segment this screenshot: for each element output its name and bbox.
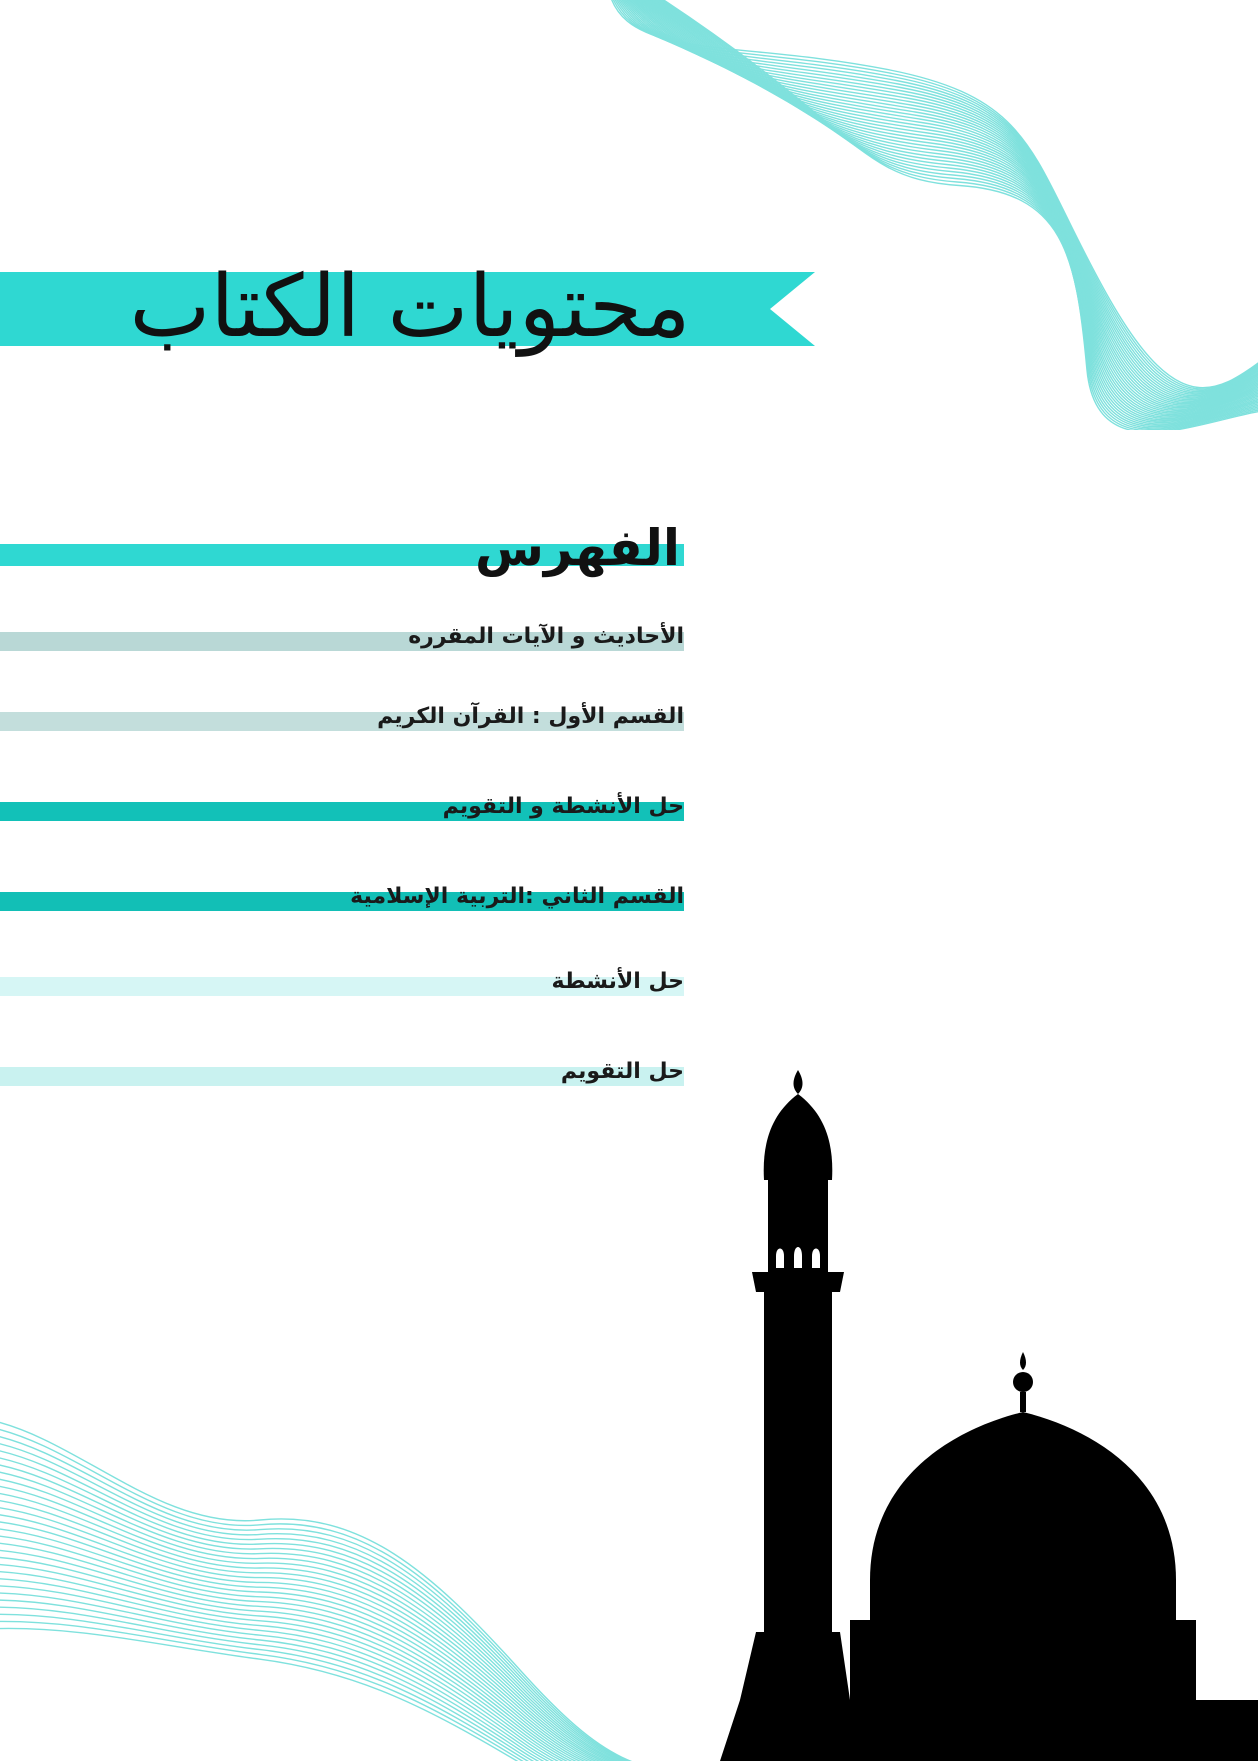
toc-entry bbox=[0, 612, 684, 662]
wave-line bbox=[0, 1600, 720, 1761]
wave-line bbox=[0, 1578, 720, 1761]
wave-line bbox=[0, 1521, 720, 1761]
toc-entry-label: حل الأنشطة و التقويم bbox=[442, 794, 684, 819]
wave-line bbox=[0, 1449, 720, 1761]
top-wave-decoration bbox=[590, 0, 1258, 430]
wave-line bbox=[0, 1485, 720, 1761]
toc-entry bbox=[0, 872, 684, 922]
wave-line bbox=[0, 1571, 720, 1761]
wave-line bbox=[0, 1628, 720, 1761]
wave-line bbox=[0, 1427, 720, 1761]
page-title: محتويات الكتاب bbox=[129, 257, 691, 357]
toc-entry bbox=[0, 782, 684, 832]
toc-entry-label: حل التقويم bbox=[560, 1059, 684, 1084]
toc-entry-label: حل الأنشطة bbox=[551, 969, 684, 994]
wave-line bbox=[0, 1506, 720, 1761]
wave-line bbox=[0, 1470, 720, 1761]
mosque-silhouette-icon bbox=[700, 1060, 1258, 1761]
toc-entry bbox=[0, 1047, 684, 1097]
wave-line bbox=[0, 1434, 720, 1761]
wave-line bbox=[0, 1420, 720, 1761]
toc-entry bbox=[0, 957, 684, 1007]
bottom-wave-decoration bbox=[0, 1410, 720, 1761]
toc-entry bbox=[0, 692, 684, 742]
wave-line bbox=[0, 1557, 720, 1761]
toc-entry-label: القسم الثاني :التربية الإسلامية bbox=[350, 884, 684, 909]
toc-entry-label: الأحاديث و الآيات المقرره bbox=[408, 624, 684, 649]
index-heading: الفهرس bbox=[474, 519, 680, 577]
toc-entry-label: القسم الأول : القرآن الكريم bbox=[377, 704, 684, 729]
wave-line bbox=[0, 1593, 720, 1761]
